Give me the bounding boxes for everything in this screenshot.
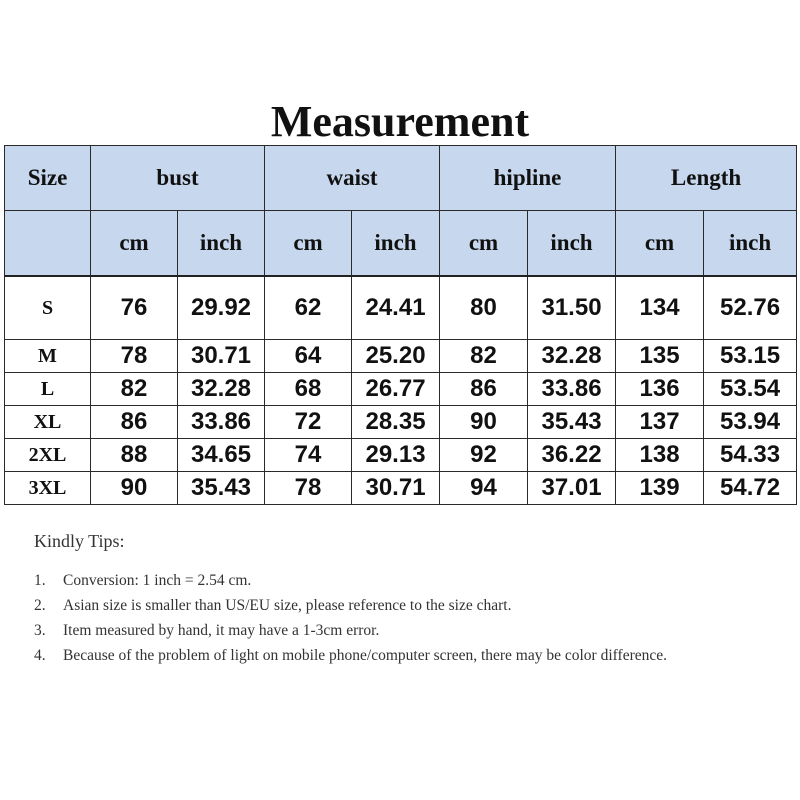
table-cell: 64 <box>265 340 352 373</box>
table-cell: 35.43 <box>178 472 265 505</box>
table-cell: 78 <box>91 340 178 373</box>
table-cell: 90 <box>91 472 178 505</box>
header-unit: inch <box>528 211 616 277</box>
table-cell: 68 <box>265 373 352 406</box>
header-waist: waist <box>265 146 440 211</box>
header-unit: cm <box>91 211 178 277</box>
table-cell: 30.71 <box>178 340 265 373</box>
tips-heading: Kindly Tips: <box>34 531 125 551</box>
header-unit: cm <box>440 211 528 277</box>
header-unit: inch <box>704 211 797 277</box>
table-cell: 35.43 <box>528 406 616 439</box>
table-cell: 62 <box>265 276 352 340</box>
table-row <box>5 439 797 472</box>
table-cell: 32.28 <box>528 340 616 373</box>
table-row <box>5 340 797 373</box>
table-cell: 88 <box>91 439 178 472</box>
size-label: XL <box>5 406 91 439</box>
header-unit-empty <box>5 211 91 277</box>
list-item-number: 3. <box>34 622 46 639</box>
size-label: M <box>5 340 91 373</box>
table-cell: 80 <box>440 276 528 340</box>
table-cell: 136 <box>616 373 704 406</box>
list-item-text: Conversion: 1 inch = 2.54 cm. <box>63 572 252 589</box>
size-label: 2XL <box>5 439 91 472</box>
list-item <box>34 618 734 643</box>
table-cell: 139 <box>616 472 704 505</box>
table-cell: 94 <box>440 472 528 505</box>
table-cell: 78 <box>265 472 352 505</box>
size-label: L <box>5 373 91 406</box>
table-cell: 74 <box>265 439 352 472</box>
table-cell: 134 <box>616 276 704 340</box>
header-length: Length <box>616 146 797 211</box>
table-cell: 29.13 <box>352 439 440 472</box>
table-cell: 86 <box>440 373 528 406</box>
list-item-number: 1. <box>34 572 46 589</box>
table-row <box>5 373 797 406</box>
header-unit: inch <box>352 211 440 277</box>
table-cell: 30.71 <box>352 472 440 505</box>
size-label: 3XL <box>5 472 91 505</box>
table-cell: 76 <box>91 276 178 340</box>
size-label: S <box>5 276 91 340</box>
table-row <box>5 406 797 439</box>
list-item <box>34 643 734 668</box>
size-chart-table <box>4 145 797 505</box>
list-item-number: 2. <box>34 597 46 614</box>
header-unit: cm <box>616 211 704 277</box>
table-cell: 53.15 <box>704 340 797 373</box>
table-cell: 33.86 <box>178 406 265 439</box>
header-row-units <box>5 211 797 277</box>
table-row <box>5 276 797 340</box>
table-cell: 54.72 <box>704 472 797 505</box>
table-cell: 90 <box>440 406 528 439</box>
table-cell: 25.20 <box>352 340 440 373</box>
list-item-number: 4. <box>34 647 46 664</box>
header-unit: inch <box>178 211 265 277</box>
table-cell: 53.54 <box>704 373 797 406</box>
list-item <box>34 593 734 618</box>
list-item-text: Asian size is smaller than US/EU size, please reference to the size chart. <box>63 597 512 614</box>
list-item-text: Item measured by hand, it may have a 1-3cm error. <box>63 622 380 639</box>
table-cell: 92 <box>440 439 528 472</box>
table-cell: 37.01 <box>528 472 616 505</box>
header-hipline: hipline <box>440 146 616 211</box>
table-cell: 82 <box>440 340 528 373</box>
list-item-text: Because of the problem of light on mobile phone/computer screen, there may be color difference. <box>63 647 667 664</box>
table-cell: 135 <box>616 340 704 373</box>
table-cell: 28.35 <box>352 406 440 439</box>
table-cell: 32.28 <box>178 373 265 406</box>
table-cell: 86 <box>91 406 178 439</box>
header-size: Size <box>5 146 91 211</box>
tips-list <box>34 568 734 668</box>
table-cell: 53.94 <box>704 406 797 439</box>
list-item <box>34 568 734 593</box>
table-cell: 24.41 <box>352 276 440 340</box>
table-cell: 72 <box>265 406 352 439</box>
table-cell: 137 <box>616 406 704 439</box>
table-cell: 36.22 <box>528 439 616 472</box>
page-title: Measurement <box>270 97 530 146</box>
table-cell: 29.92 <box>178 276 265 340</box>
table-cell: 34.65 <box>178 439 265 472</box>
table-cell: 138 <box>616 439 704 472</box>
header-row-measures <box>5 146 797 211</box>
table-cell: 26.77 <box>352 373 440 406</box>
table-cell: 33.86 <box>528 373 616 406</box>
table-cell: 31.50 <box>528 276 616 340</box>
table-row <box>5 472 797 505</box>
header-bust: bust <box>91 146 265 211</box>
table-cell: 82 <box>91 373 178 406</box>
header-unit: cm <box>265 211 352 277</box>
table-cell: 52.76 <box>704 276 797 340</box>
table-cell: 54.33 <box>704 439 797 472</box>
